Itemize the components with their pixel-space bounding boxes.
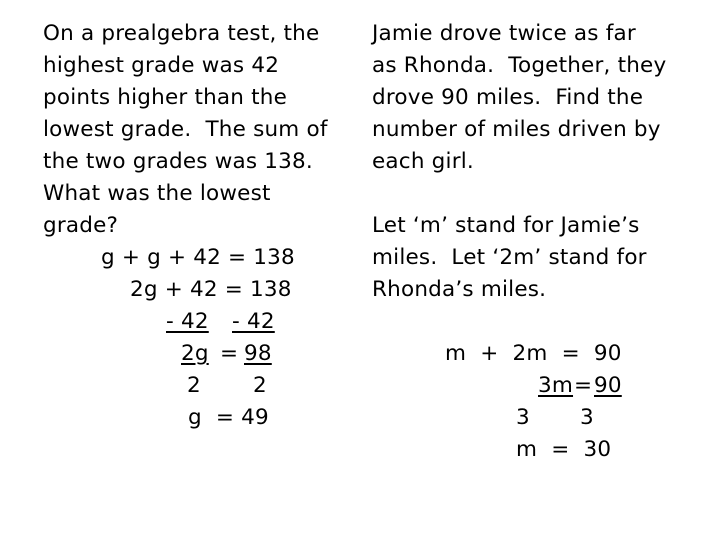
- left-problem-line: On a prealgebra test, the: [43, 21, 320, 46]
- left-problem-line: highest grade was 42: [43, 53, 280, 78]
- left-problem-line: grade?: [43, 213, 119, 238]
- left-problem-line: What was the lowest: [43, 181, 271, 206]
- fraction-denominator: 3: [516, 405, 530, 430]
- fraction-denominator: 3: [580, 405, 594, 430]
- fraction-denominator: 2: [253, 373, 267, 398]
- let-line: Let ‘m’ stand for Jamie’s: [372, 213, 640, 238]
- right-problem-line: drove 90 miles. Find the: [372, 85, 644, 110]
- equals-sign: =: [574, 373, 593, 398]
- equation-line: g + g + 42 = 138: [101, 245, 295, 270]
- left-problem-line: lowest grade. The sum of: [43, 117, 328, 142]
- fraction-numerator: 2g: [181, 341, 209, 366]
- equation-line: m + 2m = 90: [445, 341, 622, 366]
- let-line: miles. Let ‘2m’ stand for: [372, 245, 647, 270]
- right-problem-line: as Rhonda. Together, they: [372, 53, 667, 78]
- right-problem-line: each girl.: [372, 149, 474, 174]
- right-problem-line: number of miles driven by: [372, 117, 661, 142]
- fraction-numerator: 90: [594, 373, 622, 398]
- subtract-term: - 42: [166, 309, 209, 334]
- fraction-numerator: 98: [244, 341, 272, 366]
- fraction-numerator: 3m: [538, 373, 574, 398]
- right-problem-line: Jamie drove twice as far: [372, 21, 636, 46]
- left-problem-line: the two grades was 138.: [43, 149, 313, 174]
- left-problem-line: points higher than the: [43, 85, 288, 110]
- equation-line: 2g + 42 = 138: [130, 277, 292, 302]
- equation-result: m = 30: [516, 437, 612, 462]
- subtract-term: - 42: [232, 309, 275, 334]
- fraction-denominator: 2: [187, 373, 201, 398]
- let-line: Rhonda’s miles.: [372, 277, 547, 302]
- equals-sign: =: [220, 341, 239, 366]
- equation-result: g = 49: [188, 405, 269, 430]
